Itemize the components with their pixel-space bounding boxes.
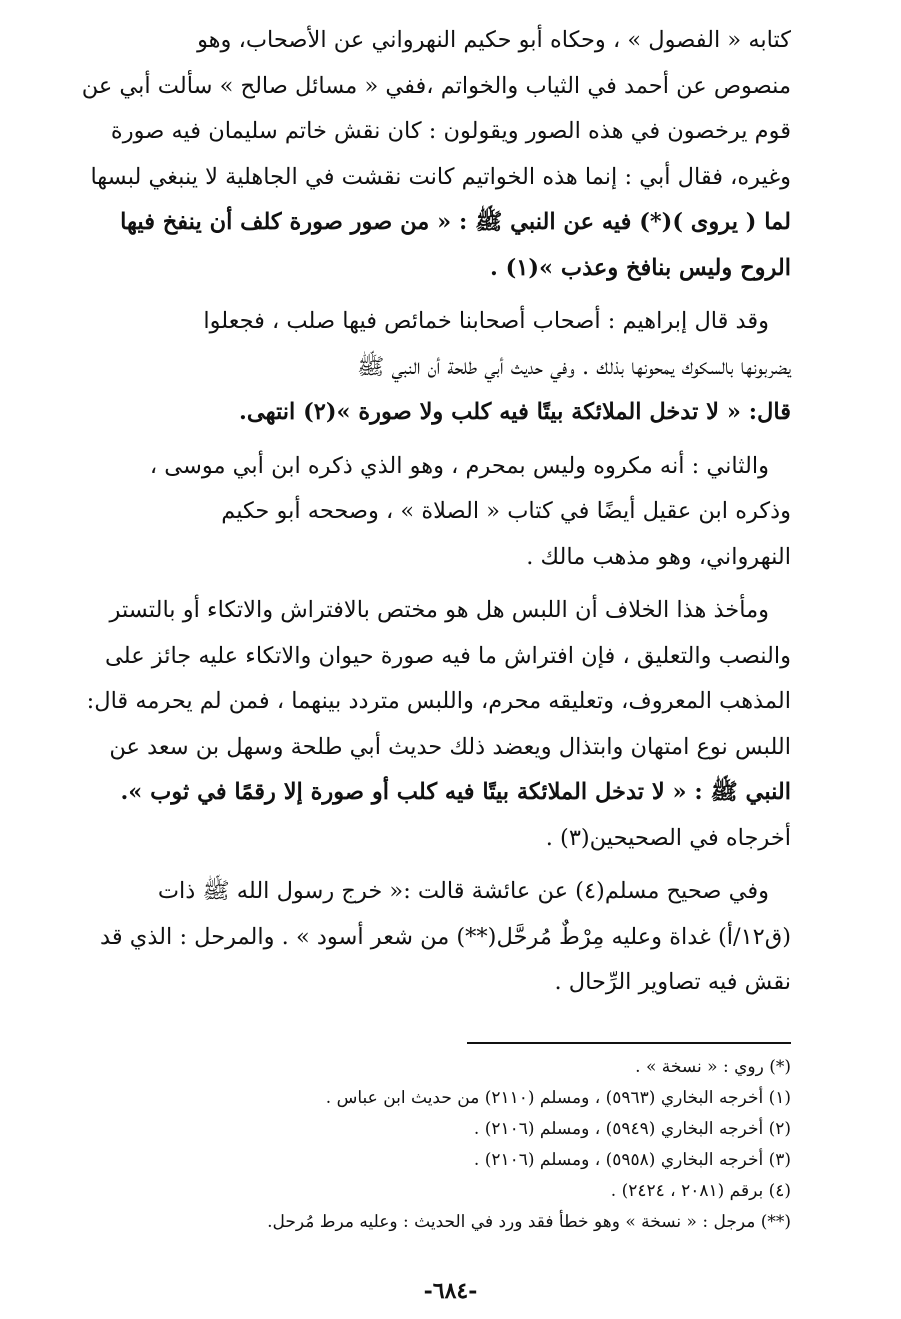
- text-line: كتابه « الفصول » ، وحكاه أبو حكيم النهرواني عن الأصحاب، وهو: [197, 27, 791, 53]
- text-line: اللبس نوع امتهان وابتذال ويعضد ذلك حديث أبي طلحة وسهل بن سعد عن: [109, 733, 791, 760]
- text-line: وغيره، فقال أبي : إنما هذه الخواتيم كانت نقشت في الجاهلية لا ينبغي لبسها: [90, 163, 791, 190]
- text-line: وقد قال إبراهيم : أصحاب أصحابنا خمائص فيها صلب ، فجعلوا: [203, 308, 769, 334]
- footnote: (١) أخرجه البخاري (٥٩٦٣) ، ومسلم (٢١١٠) من حديث ابن عباس .: [325, 1088, 791, 1108]
- text-line: منصوص عن أحمد في الثياب والخواتم ،ففي « مسائل صالح » سألت أبي عن: [81, 72, 791, 99]
- page-body: [70, 18, 791, 1014]
- text-line: والثاني : أنه مكروه وليس بمحرم ، وهو الذي ذكره ابن أبي موسى ،: [149, 452, 769, 479]
- text-line: الروح وليس بنافخ وعذب »(١) .: [489, 254, 791, 281]
- page-number: -٦٨٤-: [423, 1278, 478, 1304]
- text-line: (ق١٢/أ) غداة وعليه مِرْطٌ مُرحَّل(**) من شعر أسود » . والمرحل : الذي قد: [100, 923, 791, 950]
- text-line: النبي ﷺ : « لا تدخل الملائكة بيتًا فيه كلب أو صورة إلا رقمًا في ثوب ».: [120, 779, 791, 805]
- footnotes: [70, 1052, 791, 1238]
- text-line: نقش فيه تصاوير الرِّحال .: [554, 969, 791, 995]
- paragraph-3: [70, 444, 791, 581]
- text-line: أخرجاه في الصحيحين(٣) .: [545, 824, 791, 851]
- text-line: ومأخذ هذا الخلاف أن اللبس هل هو مختص بالافتراش والاتكاء أو بالتستر: [109, 597, 769, 623]
- paragraph-4: [70, 588, 791, 861]
- text-line: يضربونها بالسكوك يمحونها بذلك . وفي حديث أبي طلحة أن النبي ﷺ: [357, 353, 791, 380]
- footnote-divider: [467, 1042, 791, 1044]
- text-line: قوم يرخصون في هذه الصور ويقولون : كان نقش خاتم سليمان فيه صورة: [110, 118, 791, 144]
- text-line: وذكره ابن عقيل أيضًا في كتاب « الصلاة » ، وصححه أبو حكيم: [221, 498, 791, 524]
- footnote: (*) روي : « نسخة » .: [635, 1057, 791, 1077]
- text-line: قال: « لا تدخل الملائكة بيتًا فيه كلب ولا صورة »(٢) انتهى.: [239, 399, 791, 425]
- text-line: والنصب والتعليق ، فإن افتراش ما فيه صورة حيوان والاتكاء عليه جائز على: [105, 642, 791, 669]
- paragraph-5: [70, 869, 791, 1006]
- footnote: (٤) برقم (٢٠٨١ ، ٢٤٢٤) .: [610, 1181, 791, 1201]
- paragraph-2: [70, 299, 791, 436]
- footnote: (٢) أخرجه البخاري (٥٩٤٩) ، ومسلم (٢١٠٦) .: [473, 1119, 791, 1139]
- text-line: النهرواني، وهو مذهب مالك .: [526, 543, 791, 570]
- text-line: المذهب المعروف، وتعليقه محرم، واللبس متردد بينهما ، فمن لم يحرمه قال:: [86, 688, 791, 714]
- text-line: لما ( يروى )(*) فيه عن النبي ﷺ : « من صور صورة كلف أن ينفخ فيها: [120, 209, 791, 235]
- text-line: وفي صحيح مسلم(٤) عن عائشة قالت :« خرج رسول الله ﷺ ذات: [157, 878, 769, 904]
- paragraph-1: [70, 18, 791, 291]
- footnote: (**) مرجل : « نسخة » وهو خطأ فقد ورد في الحديث : وعليه مرط مُرحل.: [267, 1212, 791, 1232]
- footnote: (٣) أخرجه البخاري (٥٩٥٨) ، ومسلم (٢١٠٦) .: [473, 1150, 791, 1170]
